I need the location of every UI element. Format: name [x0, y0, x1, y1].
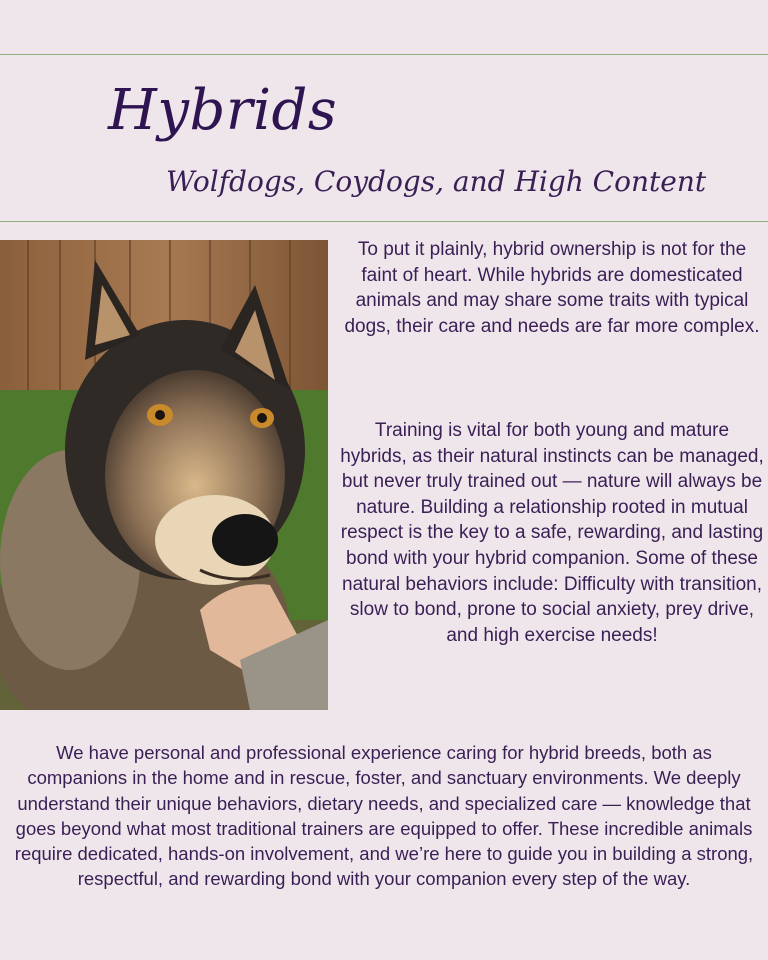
intro-paragraph: To put it plainly, hybrid ownership is not for the faint of heart. While hybrids are domesticated animals and may share some traits with typical dogs, their care and needs are far more complex.	[344, 239, 760, 337]
top-divider	[0, 54, 768, 55]
page-subtitle: Wolfdogs, Coydogs, and High Content	[166, 165, 707, 198]
header-divider	[0, 221, 768, 222]
wolfdog-photo	[0, 240, 328, 710]
training-paragraph: Training is vital for both young and mature hybrids, as their natural instincts can be managed, but never truly trained out — nature will always be nature. Building a relationship rooted in mutual respect is the key to a safe, rewarding, and lasting bond with your hybrid companion. Some of these natural behaviors include: Difficulty with transition, slow to bond, prone to social anxiety, prey drive, and high exercise needs!	[340, 420, 764, 646]
experience-paragraph: We have personal and professional experience caring for hybrid breeds, both as companions in the home and in rescue, foster, and sanctuary environments. We deeply understand their unique behaviors, dietary needs, and specialized care — knowledge that goes beyond what most traditional trainers are equipped to offer. These incredible animals require dedicated, hands-on involvement, and we’re here to guide you in building a strong, respectful, and rewarding bond with your companion every step of the way.	[14, 742, 754, 890]
page-title: Hybrids	[108, 78, 338, 143]
